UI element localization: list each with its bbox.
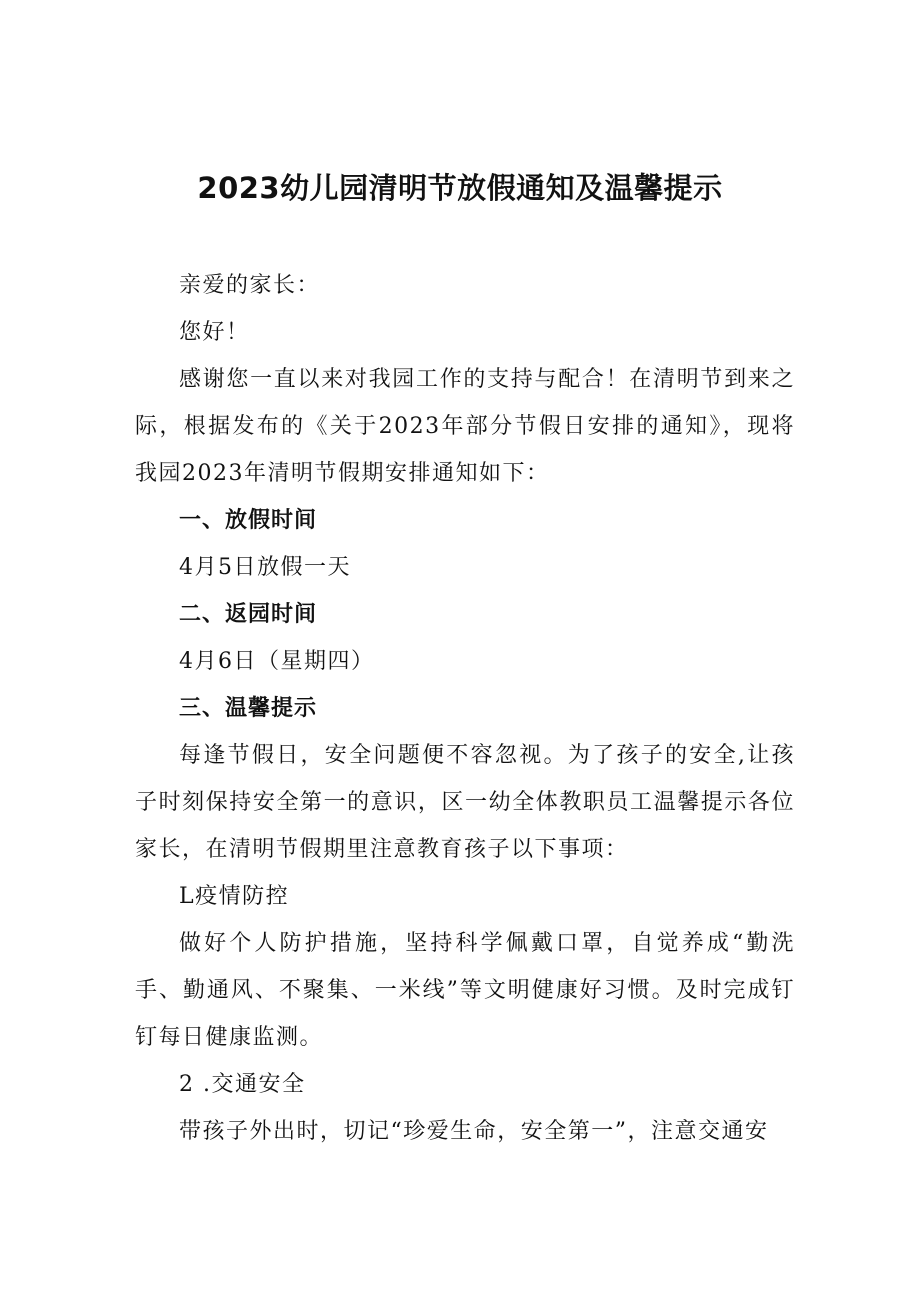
section-text-tips: 每逢节假日，安全问题便不容忽视。为了孩子的安全,让孩子时刻保持安全第一的意识，区一幼全体教职员工温馨提示各位家长，在清明节假期里注意教育孩子以下事项： <box>135 743 795 862</box>
tip-text-epidemic: 做好个人防护措施，坚持科学佩戴口罩，自觉养成“勤洗手、勤通风、不聚集、一米线”等文明健康好习惯。及时完成钉钉每日健康监测。 <box>135 931 795 1050</box>
document-body <box>135 262 795 1155</box>
intro-paragraph: 感谢您一直以来对我园工作的支持与配合！在清明节到来之际，根据发布的《关于2023年部分节假日安排的通知》，现将我园2023年清明节假期安排通知如下： <box>135 367 795 486</box>
tip-heading-epidemic: L疫情防控 <box>179 884 290 909</box>
section-text-holiday: 4月5日放假一天 <box>179 555 351 580</box>
tip-heading-traffic: 2 .交通安全 <box>179 1072 306 1097</box>
section-heading-return: 二、返园时间 <box>179 602 318 627</box>
tip-text-traffic: 带孩子外出时，切记“珍爱生命，安全第一”，注意交通安 <box>179 1119 769 1144</box>
section-text-return: 4月6日（星期四） <box>179 649 375 674</box>
section-heading-holiday: 一、放假时间 <box>179 508 318 533</box>
document-title: 2023幼儿园清明节放假通知及温馨提示 <box>197 171 723 205</box>
greeting: 亲爱的家长： <box>179 273 321 298</box>
hello: 您好！ <box>179 320 250 345</box>
section-heading-tips: 三、温馨提示 <box>179 696 318 721</box>
